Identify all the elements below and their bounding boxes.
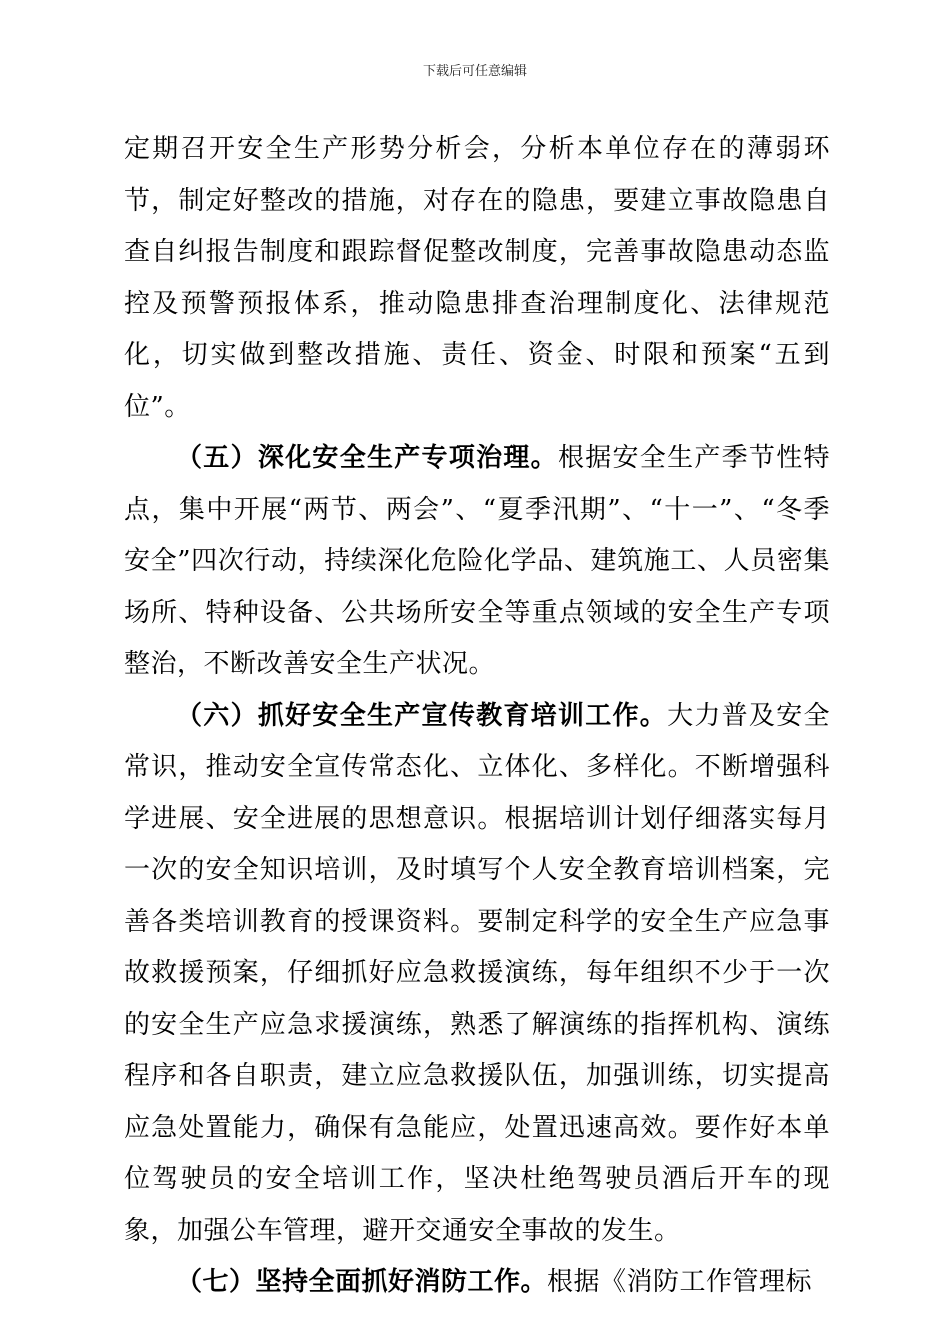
section-heading: （七）坚持全面抓好消防工作。	[176, 1267, 548, 1297]
paragraph-section-6	[124, 691, 830, 1258]
document-body	[124, 124, 830, 1309]
paragraph-section-7	[124, 1257, 830, 1309]
paragraph-continuation	[124, 124, 830, 433]
paragraph-text: 大力普及安全常识，推动安全宣传常态化、立体化、多样化。不断增强科学进展、安全进展的思想意识。根据培训计划仔细落实每月一次的安全知识培训，及时填写个人安全教育培训档案，完善各类培训教育的授课资料。要制定科学的安全生产应急事故救援预案，仔细抓好应急救援演练，每年组织不少于一次的安全生产应急求援演练，熟悉了解演练的指挥机构、演练程序和各自职责，建立应急救援队伍，加强训练，切实提高应急处置能力，确保有急能应，处置迅速高效。要作好本单位驾驶员的安全培训工作，坚决杜绝驾驶员酒后开车的现象，加强公车管理，避开交通安全事故的发生。	[124, 700, 830, 1246]
paragraph-section-5	[124, 433, 830, 691]
section-heading: （六）抓好安全生产宣传教育培训工作。	[176, 700, 668, 731]
paragraph-text: 定期召开安全生产形势分析会，分析本单位存在的薄弱环节，制定好整改的措施，对存在的隐患，要建立事故隐患自查自纠报告制度和跟踪督促整改制度，完善事故隐患动态监控及预警预报体系，推动隐患排查治理制度化、法律规范化，切实做到整改措施、责任、资金、时限和预案“五到位”。	[124, 134, 830, 422]
section-heading: （五）深化安全生产专项治理。	[176, 443, 558, 473]
paragraph-text: 根据《消防工作管理标	[547, 1267, 813, 1297]
page-header-note: 下载后可任意编辑	[422, 64, 527, 79]
paragraph-text: 根据安全生产季节性特点，集中开展“两节、两会”、“夏季汛期”、“十一”、“冬季安全”四次行动，持续深化危险化学品、建筑施工、人员密集场所、特种设备、公共场所安全等重点领域的安全生产专项整治，不断改善安全生产状况。	[124, 443, 830, 679]
